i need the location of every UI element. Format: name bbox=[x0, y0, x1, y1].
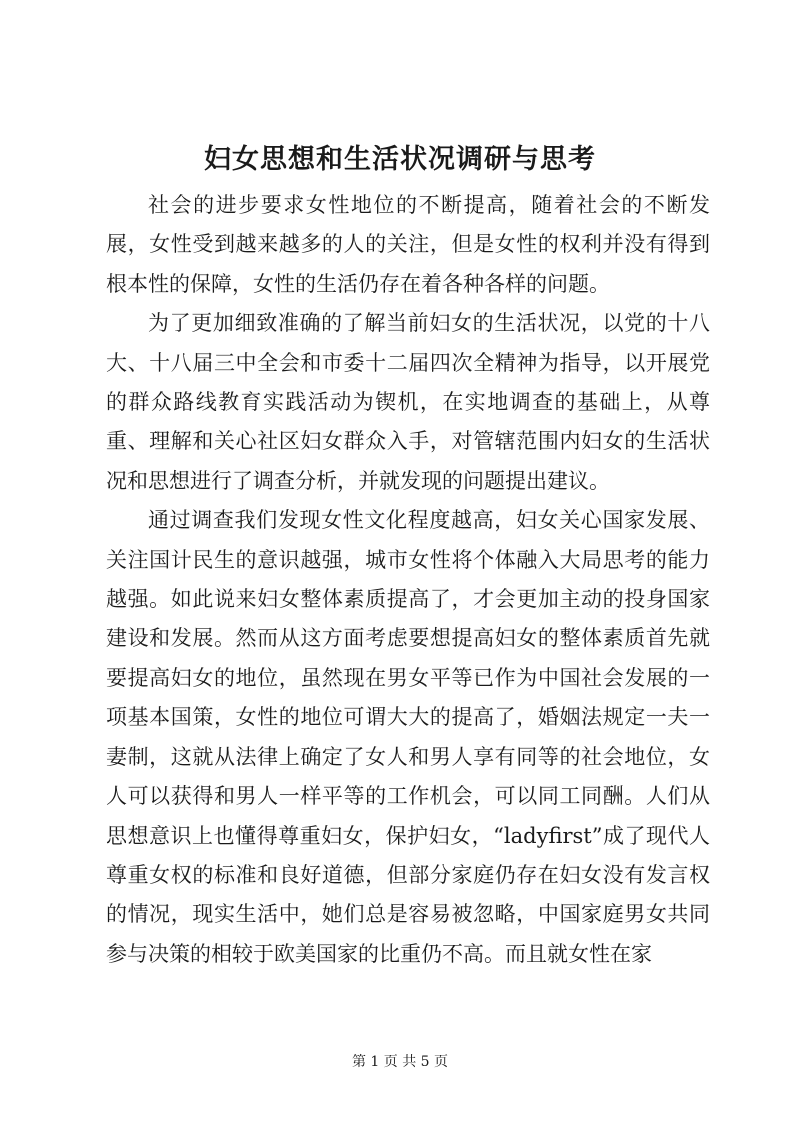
paragraph-1: 社会的进步要求女性地位的不断提高，随着社会的不断发展，女性受到越来越多的人的关注，但是女性的权利并没有得到根本性的保障，女性的生活仍存在着各种各样的问题。 bbox=[106, 193, 710, 296]
page-footer: 第 1 页 共 5 页 bbox=[351, 1054, 449, 1070]
paragraph-2: 为了更加细致准确的了解当前妇女的生活状况，以党的十八大、十八届三中全会和市委十二届四次全精神为指导，以开展党的群众路线教育实践活动为锲机，在实地调查的基础上，从尊重、理解和关心社区妇女群众入手，对管辖范围内妇女的生活状况和思想进行了调查分析，并就发现的问题提出建议。 bbox=[106, 311, 710, 493]
paragraph-3: 通过调查我们发现女性文化程度越高，妇女关心国家发展、关注国计民生的意识越强，城市女性将个体融入大局思考的能力越强。如此说来妇女整体素质提高了，才会更加主动的投身国家建设和发展。然而从这方面考虑要想提高妇女的整体素质首先就要提高妇女的地位，虽然现在男女平等已作为中国社会发展的一项基本国策，女性的地位可谓大大的提高了，婚姻法规定一夫一妻制，这就从法律上确定了女人和男人享有同等的社会地位，女人可以获得和男人一样平等的工作机会，可以同工同酬。人们从思想意识上也懂得尊重妇女，保护妇女，“ladyfirst”成了现代人尊重女权的标准和良好道德，但部分家庭仍存在妇女没有发言权的情况，现实生活中，她们总是容易被忽略，中国家庭男女共同参与决策的相较于欧美国家的比重仍不高。而且就女性在家 bbox=[106, 508, 710, 966]
document-body bbox=[106, 186, 710, 974]
page-title: 妇女思想和生活状况调研与思考 bbox=[204, 144, 596, 175]
